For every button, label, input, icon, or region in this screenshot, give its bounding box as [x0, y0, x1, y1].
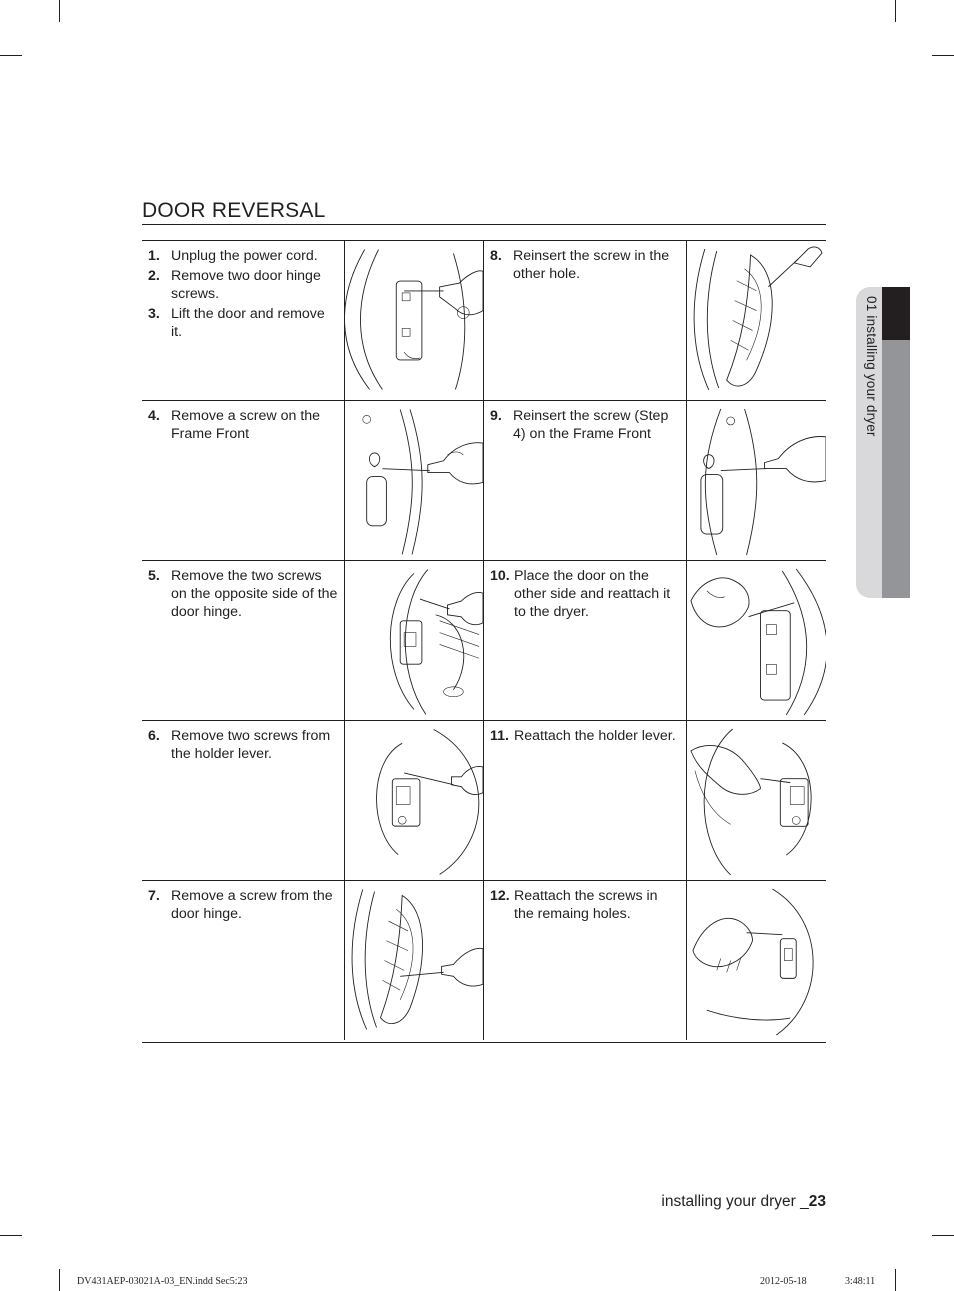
step-text: Reinsert the screw (Step 4) on the Frame Front — [513, 408, 669, 442]
step-item — [148, 727, 338, 763]
section-title: DOOR REVERSAL — [142, 199, 326, 222]
illustration-reinsert-screw — [686, 240, 826, 400]
step-item — [490, 887, 680, 923]
crop-mark — [59, 0, 60, 22]
step-number: 9. — [490, 408, 502, 424]
slug-time: 3:48:11 — [845, 1276, 876, 1287]
step-item — [148, 887, 338, 923]
step-item — [490, 567, 680, 621]
step-text: Remove the two screws on the opposite side of the door hinge. — [171, 568, 338, 620]
slug-date: 2012-05-18 — [760, 1276, 807, 1287]
crop-mark — [895, 0, 896, 22]
page-footer — [661, 1193, 826, 1211]
step-number: 2. — [148, 268, 160, 284]
illustration-reattach-screws — [686, 880, 826, 1040]
page-number: 23 — [808, 1193, 826, 1210]
step-number: 12. — [490, 888, 510, 904]
footer-label: installing your dryer _ — [661, 1193, 809, 1210]
illustration-door-hinge-screw — [344, 880, 484, 1040]
step-cell — [484, 880, 686, 1040]
step-item — [148, 407, 338, 443]
step-text: Remove two door hinge screws. — [171, 268, 321, 302]
step-cell — [142, 560, 344, 720]
step-item — [490, 727, 680, 745]
step-text: Lift the door and remove it. — [171, 306, 325, 340]
crop-mark — [932, 55, 954, 56]
step-item — [148, 567, 338, 621]
step-cell — [484, 560, 686, 720]
steps-grid — [142, 240, 826, 1043]
step-text: Unplug the power cord. — [171, 248, 318, 264]
step-text: Remove a screw from the door hinge. — [171, 888, 333, 922]
step-text: Reinsert the screw in the other hole. — [513, 248, 670, 282]
step-number: 1. — [148, 248, 160, 264]
step-number: 3. — [148, 306, 160, 322]
crop-mark — [895, 1269, 896, 1291]
chapter-tab-label: 01 installing your dryer — [864, 296, 879, 437]
step-text: Remove two screws from the holder lever. — [171, 728, 331, 762]
illustration-holder-lever — [344, 720, 484, 880]
step-cell — [484, 400, 686, 560]
step-number: 8. — [490, 248, 502, 264]
step-text: Remove a screw on the Frame Front — [171, 408, 321, 442]
step-text: Place the door on the other side and reattach it to the dryer. — [514, 568, 671, 620]
crop-mark — [0, 1235, 22, 1236]
step-cell — [142, 240, 344, 400]
step-number: 6. — [148, 728, 160, 744]
illustration-frame-front-screw — [344, 400, 484, 560]
step-cell — [484, 720, 686, 880]
step-item — [490, 407, 680, 443]
crop-mark — [0, 55, 22, 56]
step-number: 4. — [148, 408, 160, 424]
step-cell — [142, 720, 344, 880]
title-rule — [142, 224, 826, 225]
step-item — [148, 305, 338, 341]
step-text: Reattach the holder lever. — [514, 728, 676, 744]
step-cell — [142, 880, 344, 1040]
crop-mark — [59, 1269, 60, 1291]
tab-band — [882, 340, 910, 598]
step-item — [490, 247, 680, 283]
tab-marker — [882, 287, 910, 340]
illustration-reattach-door — [686, 560, 826, 720]
step-item — [148, 267, 338, 303]
step-number: 10. — [490, 568, 510, 584]
step-cell — [142, 400, 344, 560]
illustration-reinsert-frame-screw — [686, 400, 826, 560]
step-text: Reattach the screws in the remaing holes. — [514, 888, 658, 922]
step-cell — [484, 240, 686, 400]
crop-mark — [932, 1235, 954, 1236]
step-number: 7. — [148, 888, 160, 904]
slug-file: DV431AEP-03021A-03_EN.indd Sec5:23 — [77, 1276, 248, 1287]
step-number: 11. — [490, 728, 509, 744]
step-number: 5. — [148, 568, 160, 584]
illustration-remove-door — [344, 240, 484, 400]
step-item — [148, 247, 338, 265]
illustration-reattach-holder-lever — [686, 720, 826, 880]
illustration-hinge-screws — [344, 560, 484, 720]
